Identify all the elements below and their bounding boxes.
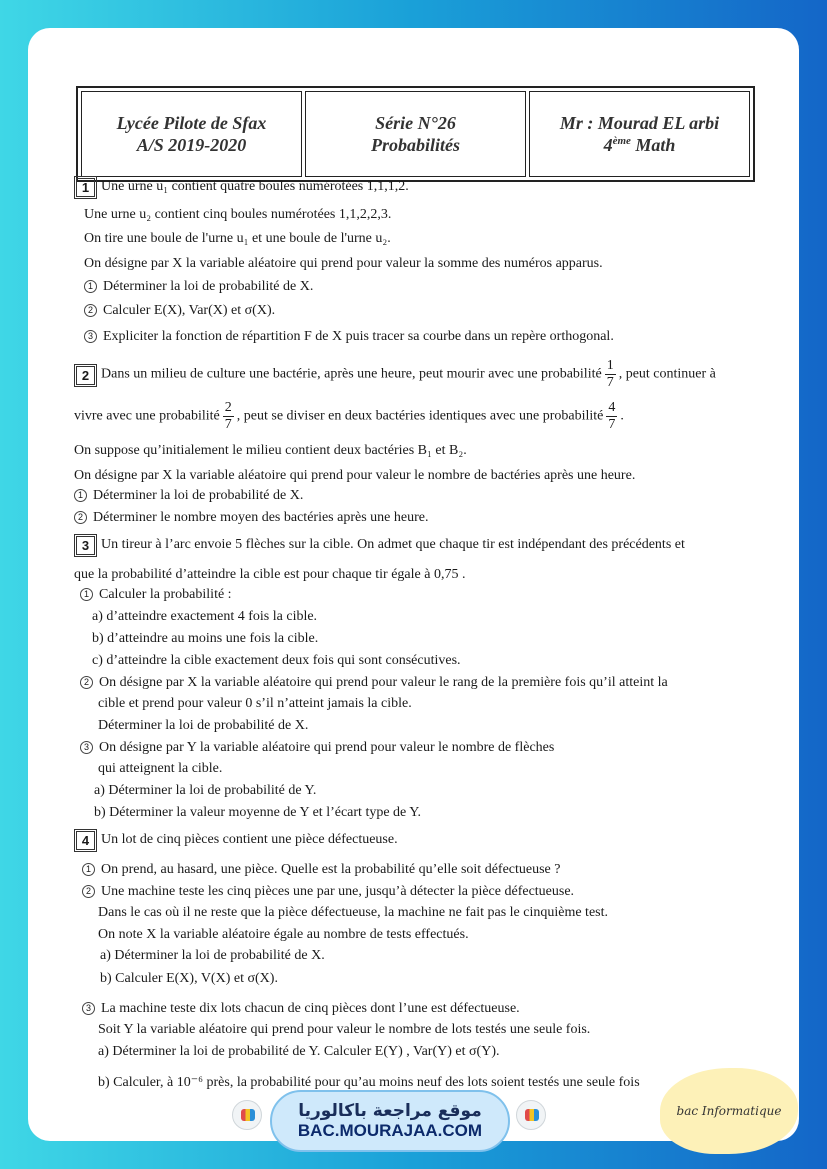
ex3-q2c: Déterminer la loi de probabilité de X. — [98, 718, 309, 733]
serie-title: Série N°26 — [375, 112, 456, 133]
ex4-q1: 1 On prend, au hasard, une pièce. Quelle est la probabilité qu’elle soit défectueuse ? — [82, 862, 560, 878]
bac-informatique-badge: bac Informatique — [660, 1068, 798, 1154]
circled-1-icon: 1 — [80, 588, 93, 601]
subject-title: Probabilités — [371, 135, 460, 155]
ex4-q2a: 2 Une machine teste les cinq pièces une par une, jusqu’à détecter la pièce défectueuse. — [82, 884, 574, 900]
circled-2-icon: 2 — [82, 885, 95, 898]
site-url[interactable]: BAC.MOURAJAA.COM — [297, 1121, 483, 1140]
exercise-number: 2 — [76, 366, 95, 385]
class-level: 4ème Math — [603, 135, 676, 155]
ex4-q2d: a) Déterminer la loi de probabilité de X. — [100, 948, 325, 963]
document-page — [28, 28, 799, 1141]
circled-3-icon: 3 — [84, 330, 97, 343]
ex3-q1b: b) d’atteindre au moins une fois la cible. — [92, 631, 319, 646]
fraction: $\frac{2}{7}$ — [224, 400, 232, 432]
circled-2-icon: 2 — [80, 676, 93, 689]
ex1-line3: On tire une boule de l'urne u₁ et une boule de l'urne u₂. — [84, 231, 391, 246]
ex4-q2b: Dans le cas où il ne reste que la pièce défectueuse, la machine ne fait pas le cinquième test. — [98, 905, 609, 920]
ex2-line2: vivre avec une probabilité $\frac{2}{7}$ , peut se diviser en deux bactéries identiques avec une probabilité $\frac{4}{7}$ . — [74, 400, 624, 432]
exercise-number: 4 — [76, 831, 95, 850]
document-header — [76, 86, 755, 182]
site-banner[interactable] — [270, 1090, 510, 1152]
ex3-q3a: 3 On désigne par Y la variable aléatoire qui prend pour valeur le nombre de flèches — [80, 740, 554, 756]
circled-1-icon: 1 — [74, 489, 87, 502]
fraction: $\frac{1}{7}$ — [606, 358, 614, 390]
ex4-line1: 4 Un lot de cinq pièces contient une pièce défectueuse. — [76, 831, 398, 850]
ex2-line1: 2 Dans un milieu de culture une bactérie, après une heure, peut mourir avec une probabilité $\frac{1}{7}$ , peut continuer à — [76, 358, 716, 391]
teacher-name: Mr : Mourad EL arbi — [559, 112, 720, 133]
circled-2-icon: 2 — [84, 304, 97, 317]
circled-3-icon: 3 — [80, 741, 93, 754]
ex3-line1: 3 Un tireur à l’arc envoie 5 flèches sur la cible. On admet que chaque tir est indépendant des précédents et — [76, 536, 685, 555]
exercise-number: 1 — [76, 178, 95, 197]
site-logo-icon — [232, 1100, 262, 1130]
ex3-q1c: c) d’atteindre la cible exactement deux fois qui sont consécutives. — [92, 653, 461, 668]
header-teacher-cell — [529, 91, 750, 177]
ex2-q2: 2 Déterminer le nombre moyen des bactéries après une heure. — [74, 510, 428, 526]
ex1-q2: 2 Calculer E(X), Var(X) et σ(X). — [84, 303, 275, 319]
circled-1-icon: 1 — [82, 863, 95, 876]
exercise-number: 3 — [76, 536, 95, 555]
ex3-q2a: 2 On désigne par X la variable aléatoire qui prend pour valeur le rang de la première fois qu’il atteint la — [80, 675, 668, 691]
ex1-line1: 1 Une urne u₁ contient quatre boules numérotées 1,1,1,2. — [76, 178, 409, 197]
ex3-q3d: b) Déterminer la valeur moyenne de Y et l’écart type de Y. — [94, 805, 422, 820]
ex2-line3: On suppose qu’initialement le milieu contient deux bactéries B₁ et B₂. — [74, 443, 467, 458]
fraction: $\frac{4}{7}$ — [608, 400, 616, 432]
ex3-q1: 1 Calculer la probabilité : — [80, 587, 232, 603]
ex4-q2e: b) Calculer E(X), V(X) et σ(X). — [100, 971, 278, 986]
ex3-q2b: cible et prend pour valeur 0 s’il n’atteint jamais la cible. — [98, 696, 412, 711]
ex1-line4: On désigne par X la variable aléatoire qui prend pour valeur la somme des numéros apparus. — [84, 256, 603, 271]
ex4-q3b: Soit Y la variable aléatoire qui prend pour valeur le nombre de lots testés une seule fois. — [98, 1022, 591, 1037]
ex4-q3c: a) Déterminer la loi de probabilité de Y. Calculer E(Y) , Var(Y) et σ(Y). — [98, 1044, 500, 1059]
ex4-q3d: b) Calculer, à 10⁻⁶ près, la probabilité pour qu’au moins neuf des lots soient testés une seule fois — [98, 1075, 640, 1090]
ex2-line4: On désigne par X la variable aléatoire qui prend pour valeur le nombre de bactéries après une heure. — [74, 468, 636, 483]
ex3-q3c: a) Déterminer la loi de probabilité de Y. — [94, 783, 317, 798]
circled-1-icon: 1 — [84, 280, 97, 293]
ex4-q3a: 3 La machine teste dix lots chacun de cinq pièces dont l’une est défectueuse. — [82, 1001, 520, 1017]
ex4-q2c: On note X la variable aléatoire égale au nombre de tests effectués. — [98, 927, 469, 942]
circled-2-icon: 2 — [74, 511, 87, 524]
ex1-q1: 1 Déterminer la loi de probabilité de X. — [84, 279, 313, 295]
school-year: A/S 2019-2020 — [136, 135, 247, 155]
ex2-q1: 1 Déterminer la loi de probabilité de X. — [74, 488, 303, 504]
school-name: Lycée Pilote de Sfax — [116, 112, 267, 133]
ex3-q1a: a) d’atteindre exactement 4 fois la cible. — [92, 609, 318, 624]
ex3-line2: que la probabilité d’atteindre la cible est pour chaque tir égale à 0,75 . — [74, 567, 466, 582]
header-serie-cell — [305, 91, 526, 177]
site-name-arabic: موقع مراجعة باكالوريا — [298, 1101, 482, 1121]
circled-3-icon: 3 — [82, 1002, 95, 1015]
header-school-cell — [81, 91, 302, 177]
ex3-q3b: qui atteignent la cible. — [98, 761, 223, 776]
site-logo-icon — [516, 1100, 546, 1130]
ex1-line2: Une urne u₂ contient cinq boules numérotées 1,1,2,2,3. — [84, 207, 392, 222]
ex1-q3: 3 Expliciter la fonction de répartition F de X puis tracer sa courbe dans un repère orthogonal. — [84, 329, 614, 345]
